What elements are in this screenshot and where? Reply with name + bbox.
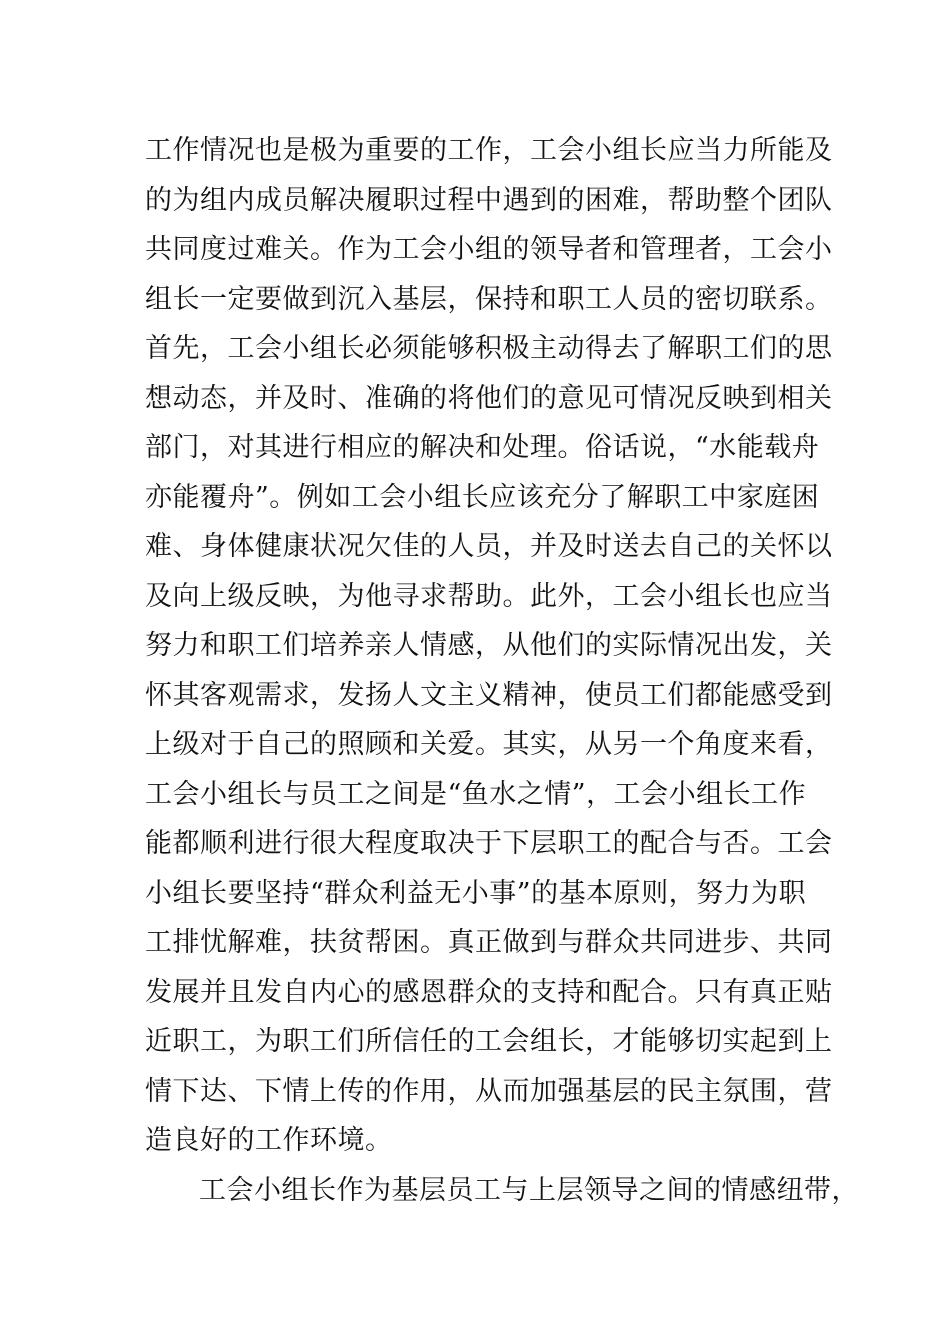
text-line: 情下达、下情上传的作用，从而加强基层的民主氛围，营 [145, 1075, 833, 1107]
text-line: 首先，工会小组长必须能够积极主动得去了解职工们的思 [145, 333, 833, 364]
text-line: 部门，对其进行相应的解决和处理。俗话说，“水能载舟 [145, 432, 820, 463]
text-line: 能都顺利进行很大程度取决于下层职工的配合与否。工会 [145, 828, 833, 859]
text-line: 想动态，并及时、准确的将他们的意见可情况反映到相关 [145, 382, 833, 414]
text-line: 造良好的工作环境。 [145, 1125, 393, 1156]
text-line: 难、身体健康状况欠佳的人员，并及时送去自己的关怀以 [145, 531, 833, 562]
text-line: 努力和职工们培养亲人情感，从他们的实际情况出发，关 [145, 630, 833, 661]
text-line: 及向上级反映，为他寻求帮助。此外，工会小组长也应当 [145, 580, 833, 612]
body-text [145, 126, 859, 1215]
paragraph-start-line: 工会小组长作为基层员工与上层领导之间的情感纽带， [199, 1174, 859, 1206]
text-line: 上级对于自己的照顾和关爱。其实，从另一个角度来看， [145, 729, 833, 760]
text-line: 近职工，为职工们所信任的工会组长，才能够切实起到上 [145, 1026, 833, 1057]
text-line: 小组长要坚持“群众利益无小事”的基本原则，努力为职 [145, 877, 807, 909]
text-line: 的为组内成员解决履职过程中遇到的困难，帮助整个团队 [145, 184, 833, 216]
text-line: 工会小组长与员工之间是“鱼水之情”，工会小组长工作 [145, 778, 807, 810]
text-line: 工排忧解难，扶贫帮困。真正做到与群众共同进步、共同 [145, 927, 833, 958]
text-line: 亦能覆舟”。例如工会小组长应该充分了解职工中家庭困 [145, 481, 820, 513]
text-line: 怀其客观需求，发扬人文主义精神，使员工们都能感受到 [145, 679, 833, 711]
text-line: 发展并且发自内心的感恩群众的支持和配合。只有真正贴 [145, 976, 833, 1008]
text-line: 工作情况也是极为重要的工作，工会小组长应当力所能及 [145, 135, 833, 166]
text-line: 共同度过难关。作为工会小组的领导者和管理者，工会小 [145, 234, 833, 265]
text-line: 组长一定要做到沉入基层，保持和职工人员的密切联系。 [145, 283, 833, 315]
